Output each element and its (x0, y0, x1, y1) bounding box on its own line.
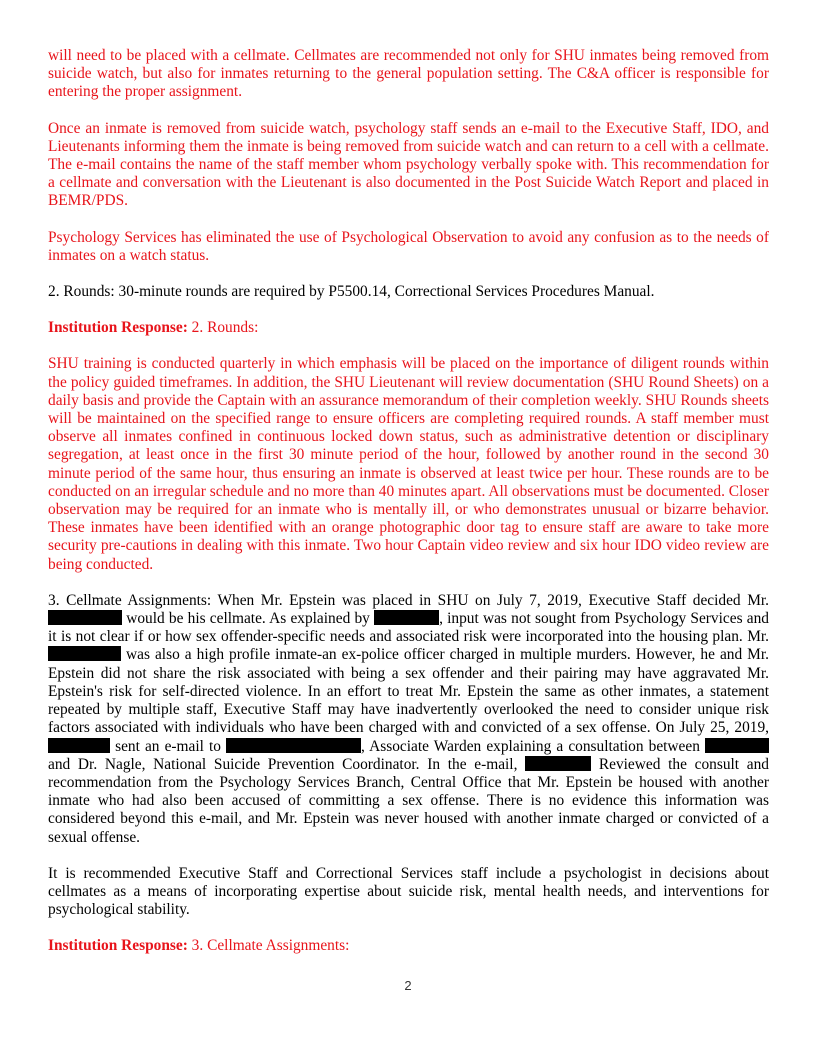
text-segment: Reviewed the consult and recommendation from the Psychology Services Branch, Central Office that Mr. Epstein be housed with another inmate who had also been accused of committing a sex offense. There is no evidence this information was considered beyond this e-mail, and Mr. Epstein was never housed with another inmate charged or convicted of a sexual offense. (48, 755, 769, 846)
response-heading: 2. Rounds: (187, 319, 259, 337)
paragraph-suicide-watch-removal: Once an inmate is removed from suicide watch, psychology staff sends an e-mail to the Executive Staff, IDO, and Lieutenants informing them the inmate is being removed from suicide watch and can return to a cell with a cellmate. The e-mail contains the name of the staff member whom psychology verbally spoke with. This recommendation for a cellmate and conversation with the Lieutenant is also documented in the Post Suicide Watch Report and placed in BEMR/PDS. (48, 119, 769, 210)
redaction-block (48, 646, 121, 661)
document-page (48, 47, 769, 974)
text-segment: was also a high profile inmate-an ex-police officer charged in multiple murders. However, he and Mr. Epstein did not share the risk associated with being a sex offender and their pairing may have aggravated Mr. Epstein's risk for self-directed violence. In an effort to treat Mr. Epstein the same as other inmates, a statement repeated by multiple staff, Executive Staff may have inadvertently overlooked the need to consider unique risk factors associated with individuals who have been charged with and convicted of a sex offense. On July 25, 2019, (48, 646, 769, 737)
redaction-block (226, 738, 361, 753)
redaction-block (48, 610, 122, 625)
paragraph-cellmate-assignments (48, 592, 769, 847)
paragraph-psychologist-recommendation: It is recommended Executive Staff and Correctional Services staff include a psychologist in decisions about cellmates as a means of incorporating expertise about suicide risk, mental health needs, and interventions for psychological stability. (48, 864, 769, 919)
text-segment: , input was not sought from Psychology Services and it is not clear if or how sex offender-specific needs and associated risk were incorporated into the housing plan. Mr. (48, 610, 769, 646)
text-segment: would be his cellmate. As explained by (122, 610, 375, 628)
paragraph-rounds-finding: 2. Rounds: 30-minute rounds are required by P5500.14, Correctional Services Procedures Manual. (48, 283, 655, 301)
text-segment: , Associate Warden explaining a consultation between (361, 737, 705, 755)
response-heading: 3. Cellmate Assignments: (187, 937, 350, 955)
text-segment: sent an e-mail to (110, 737, 227, 755)
response-label: Institution Response: (48, 937, 188, 955)
page-number: 2 (404, 978, 412, 993)
institution-response-cellmate (48, 937, 769, 955)
redaction-block (374, 610, 439, 625)
redaction-block (525, 756, 591, 771)
redaction-block (705, 738, 769, 753)
paragraph-shu-training: SHU training is conducted quarterly in which emphasis will be placed on the importance of diligent rounds within the policy guided timeframes. In addition, the SHU Lieutenant will review documentation (SHU Round Sheets) on a daily basis and provide the Captain with an assurance memorandum of their completion weekly. SHU Rounds sheets will be maintained on the specified range to ensure officers are completing required rounds. A staff member must observe all inmates confined in continuous locked down status, such as administrative detention or disciplinary segregation, at least once in the first 30 minute period of the hour, followed by another round in the second 30 minute period of the same hour, thus ensuring an inmate is observed at least twice per hour. These rounds are to be conducted on an irregular schedule and no more than 40 minutes apart. All observations must be documented. Closer observation may be required for an inmate who is mentally ill, or who demonstrates unusual or bizarre behavior. These inmates have been identified with an orange photographic door tag to ensure staff are aware to take more security pre-cautions in dealing with this inmate. Two hour Captain video review and six hour IDO video review are being conducted. (48, 355, 769, 573)
text-segment: and Dr. Nagle, National Suicide Prevention Coordinator. In the e-mail, (48, 755, 526, 773)
institution-response-rounds (48, 319, 769, 337)
paragraph-cellmate-recommendation: will need to be placed with a cellmate. Cellmates are recommended not only for SHU inmates being removed from suicide watch, but also for inmates returning to the general population setting. The C&A officer is responsible for entering the proper assignment. (48, 47, 769, 101)
paragraph-psychological-observation: Psychology Services has eliminated the use of Psychological Observation to avoid any confusion as to the needs of inmates on a watch status. (48, 228, 769, 264)
response-label: Institution Response: (48, 319, 188, 337)
redaction-block (48, 738, 110, 753)
text-segment: 3. Cellmate Assignments: When Mr. Epstein was placed in SHU on July 7, 2019, Executive Staff decided Mr. (48, 591, 769, 609)
